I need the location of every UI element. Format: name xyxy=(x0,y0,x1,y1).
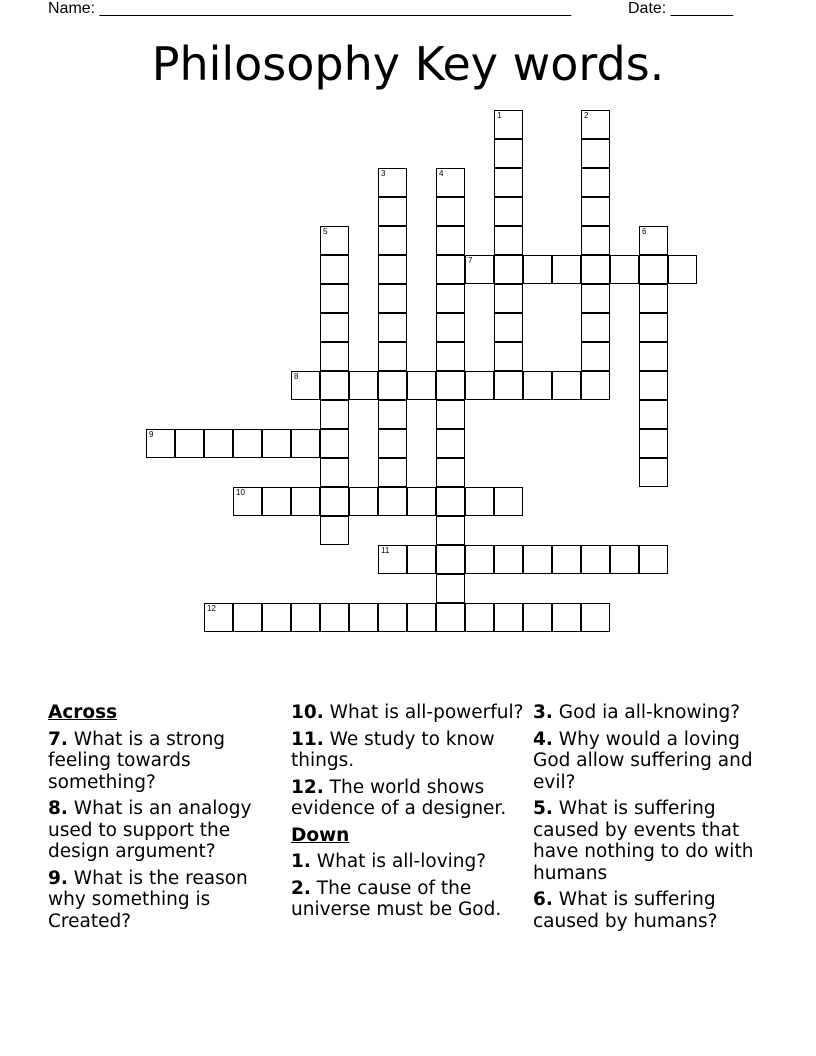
grid-cell[interactable] xyxy=(320,255,349,284)
grid-cell[interactable] xyxy=(523,545,552,574)
grid-cell[interactable] xyxy=(320,313,349,342)
grid-cell[interactable] xyxy=(320,342,349,371)
grid-cell[interactable] xyxy=(378,342,407,371)
grid-cell[interactable] xyxy=(465,371,494,400)
grid-cell[interactable] xyxy=(436,168,465,197)
clue-number: 3. xyxy=(533,702,553,723)
grid-cell[interactable] xyxy=(378,197,407,226)
grid-cell[interactable] xyxy=(378,313,407,342)
clue-text: What is a strong feeling towards something? xyxy=(48,728,226,793)
grid-cell[interactable] xyxy=(378,458,407,487)
grid-cell[interactable] xyxy=(349,371,378,400)
grid-cell[interactable] xyxy=(581,139,610,168)
grid-cell[interactable] xyxy=(581,545,610,574)
grid-cell[interactable] xyxy=(378,226,407,255)
grid-cell[interactable] xyxy=(523,255,552,284)
clues-section xyxy=(48,702,778,1002)
grid-cell[interactable] xyxy=(639,458,668,487)
grid-cell[interactable] xyxy=(320,400,349,429)
grid-cell[interactable] xyxy=(610,255,639,284)
cell-number: 5 xyxy=(323,227,328,236)
grid-cell[interactable] xyxy=(581,110,610,139)
grid-cell[interactable] xyxy=(407,545,436,574)
clue-across-11 xyxy=(291,729,527,772)
grid-cell[interactable] xyxy=(378,603,407,632)
grid-cell[interactable] xyxy=(378,168,407,197)
grid-cell[interactable] xyxy=(436,284,465,313)
cell-number: 4 xyxy=(439,169,444,178)
grid-cell[interactable] xyxy=(639,255,668,284)
grid-cell[interactable] xyxy=(494,487,523,516)
grid-cell[interactable] xyxy=(436,400,465,429)
grid-cell[interactable] xyxy=(494,545,523,574)
grid-cell[interactable] xyxy=(494,313,523,342)
grid-cell[interactable] xyxy=(233,429,262,458)
clue-down-2 xyxy=(291,878,527,921)
grid-cell[interactable] xyxy=(436,313,465,342)
clue-across-8 xyxy=(48,798,280,863)
grid-cell[interactable] xyxy=(436,371,465,400)
grid-cell[interactable] xyxy=(552,603,581,632)
grid-cell[interactable] xyxy=(494,342,523,371)
clue-across-9 xyxy=(48,868,280,933)
grid-cell[interactable] xyxy=(378,284,407,313)
clue-text: Why would a loving God allow suffering and evil? xyxy=(533,728,753,793)
grid-cell[interactable] xyxy=(581,197,610,226)
grid-cell[interactable] xyxy=(349,603,378,632)
grid-cell[interactable] xyxy=(320,226,349,255)
grid-cell[interactable] xyxy=(291,371,320,400)
clue-down-6 xyxy=(533,889,778,932)
clue-number: 4. xyxy=(533,728,553,750)
grid-cell[interactable] xyxy=(378,429,407,458)
grid-cell[interactable] xyxy=(552,255,581,284)
clue-text: What is the reason why something is Created? xyxy=(48,867,248,932)
clue-across-12 xyxy=(291,777,527,820)
clue-text: The world shows evidence of a designer. xyxy=(291,776,507,819)
clue-number: 11. xyxy=(291,728,324,750)
grid-cell[interactable] xyxy=(436,574,465,603)
clue-down-4 xyxy=(533,729,778,794)
grid-cell[interactable] xyxy=(552,371,581,400)
grid-cell[interactable] xyxy=(494,139,523,168)
grid-cell[interactable] xyxy=(639,313,668,342)
clues-column-1 xyxy=(48,702,280,937)
clue-down-3 xyxy=(533,702,778,724)
grid-cell[interactable] xyxy=(436,342,465,371)
cell-number: 3 xyxy=(381,169,386,178)
grid-cell[interactable] xyxy=(639,400,668,429)
grid-cell[interactable] xyxy=(581,371,610,400)
cell-number: 9 xyxy=(149,430,154,439)
grid-cell[interactable] xyxy=(523,371,552,400)
cell-number: 6 xyxy=(642,227,647,236)
clue-number: 7. xyxy=(48,728,68,750)
clue-text: What is all-loving? xyxy=(316,851,487,872)
grid-cell[interactable] xyxy=(494,226,523,255)
grid-cell[interactable] xyxy=(320,516,349,545)
grid-cell[interactable] xyxy=(523,603,552,632)
grid-cell[interactable] xyxy=(320,371,349,400)
grid-cell[interactable] xyxy=(378,400,407,429)
grid-cell[interactable] xyxy=(146,429,175,458)
clue-number: 5. xyxy=(533,798,553,819)
grid-cell[interactable] xyxy=(262,429,291,458)
clue-number: 6. xyxy=(533,889,553,910)
grid-cell[interactable] xyxy=(291,603,320,632)
clue-number: 12. xyxy=(291,776,324,798)
grid-cell[interactable] xyxy=(552,545,581,574)
clue-text: What is all-powerful? xyxy=(329,702,524,723)
clue-number: 2. xyxy=(291,877,311,899)
grid-cell[interactable] xyxy=(436,545,465,574)
grid-cell[interactable] xyxy=(262,487,291,516)
grid-cell[interactable] xyxy=(291,429,320,458)
grid-cell[interactable] xyxy=(320,429,349,458)
grid-cell[interactable] xyxy=(378,545,407,574)
cell-number: 11 xyxy=(381,546,390,555)
grid-cell[interactable] xyxy=(494,284,523,313)
grid-cell[interactable] xyxy=(378,487,407,516)
clue-number: 10. xyxy=(291,702,324,723)
cell-number: 7 xyxy=(468,256,473,265)
clue-text: What is an analogy used to support the design argument? xyxy=(48,798,252,862)
clue-down-5 xyxy=(533,798,778,884)
grid-cell[interactable] xyxy=(581,226,610,255)
grid-cell[interactable] xyxy=(639,284,668,313)
grid-cell[interactable] xyxy=(175,429,204,458)
grid-cell[interactable] xyxy=(407,603,436,632)
grid-cell[interactable] xyxy=(320,458,349,487)
grid-cell[interactable] xyxy=(639,342,668,371)
grid-cell[interactable] xyxy=(436,603,465,632)
grid-cell[interactable] xyxy=(320,487,349,516)
down-heading: Down xyxy=(291,824,350,846)
grid-cell[interactable] xyxy=(465,487,494,516)
grid-cell[interactable] xyxy=(494,255,523,284)
cell-number: 12 xyxy=(207,604,216,613)
clue-text: God ia all-knowing? xyxy=(558,702,741,723)
grid-cell[interactable] xyxy=(639,545,668,574)
grid-cell[interactable] xyxy=(581,603,610,632)
grid-cell[interactable] xyxy=(581,342,610,371)
clue-number: 1. xyxy=(291,851,311,872)
grid-cell[interactable] xyxy=(639,429,668,458)
grid-cell[interactable] xyxy=(378,371,407,400)
grid-cell[interactable] xyxy=(581,313,610,342)
cell-number: 8 xyxy=(294,372,299,381)
grid-cell[interactable] xyxy=(436,516,465,545)
clues-column-3 xyxy=(533,702,778,937)
grid-cell[interactable] xyxy=(378,255,407,284)
grid-cell[interactable] xyxy=(581,168,610,197)
clues-column-2 xyxy=(291,702,527,926)
clue-number: 8. xyxy=(48,798,68,819)
clue-across-7 xyxy=(48,729,280,794)
date-field-label[interactable]: Date: _______ xyxy=(628,0,733,17)
page-title: Philosophy Key words. xyxy=(151,37,665,91)
grid-cell[interactable] xyxy=(349,487,378,516)
grid-cell[interactable] xyxy=(465,545,494,574)
cell-number: 1 xyxy=(497,111,502,120)
grid-cell[interactable] xyxy=(494,371,523,400)
grid-cell[interactable] xyxy=(204,603,233,632)
grid-cell[interactable] xyxy=(320,603,349,632)
cell-number: 2 xyxy=(584,111,589,120)
grid-cell[interactable] xyxy=(436,458,465,487)
grid-cell[interactable] xyxy=(233,487,262,516)
grid-cell[interactable] xyxy=(494,168,523,197)
across-heading: Across xyxy=(48,702,118,723)
clue-text: We study to know things. xyxy=(291,728,495,771)
clue-across-10 xyxy=(291,702,527,724)
grid-cell[interactable] xyxy=(436,197,465,226)
grid-cell[interactable] xyxy=(436,487,465,516)
grid-cell[interactable] xyxy=(581,255,610,284)
grid-cell[interactable] xyxy=(581,284,610,313)
clue-down-1 xyxy=(291,851,527,873)
grid-cell[interactable] xyxy=(639,371,668,400)
name-field-label[interactable]: Name: _____________________________________________________ xyxy=(48,0,572,17)
grid-cell[interactable] xyxy=(204,429,233,458)
grid-cell[interactable] xyxy=(436,429,465,458)
clue-number: 9. xyxy=(48,867,68,889)
grid-cell[interactable] xyxy=(291,487,320,516)
grid-cell[interactable] xyxy=(436,226,465,255)
grid-cell[interactable] xyxy=(465,603,494,632)
clue-text: What is suffering caused by events that have nothing to do with humans xyxy=(533,798,754,884)
grid-cell[interactable] xyxy=(407,371,436,400)
grid-cell[interactable] xyxy=(262,603,291,632)
grid-cell[interactable] xyxy=(639,226,668,255)
grid-cell[interactable] xyxy=(494,110,523,139)
grid-cell[interactable] xyxy=(465,255,494,284)
grid-cell[interactable] xyxy=(610,545,639,574)
grid-cell[interactable] xyxy=(233,603,262,632)
grid-cell[interactable] xyxy=(320,284,349,313)
grid-cell[interactable] xyxy=(668,255,697,284)
grid-cell[interactable] xyxy=(494,603,523,632)
grid-cell[interactable] xyxy=(436,255,465,284)
grid-cell[interactable] xyxy=(407,487,436,516)
clue-text: The cause of the universe must be God. xyxy=(291,877,502,920)
cell-number: 10 xyxy=(236,488,245,497)
grid-cell[interactable] xyxy=(494,197,523,226)
clue-text: What is suffering caused by humans? xyxy=(533,889,718,932)
